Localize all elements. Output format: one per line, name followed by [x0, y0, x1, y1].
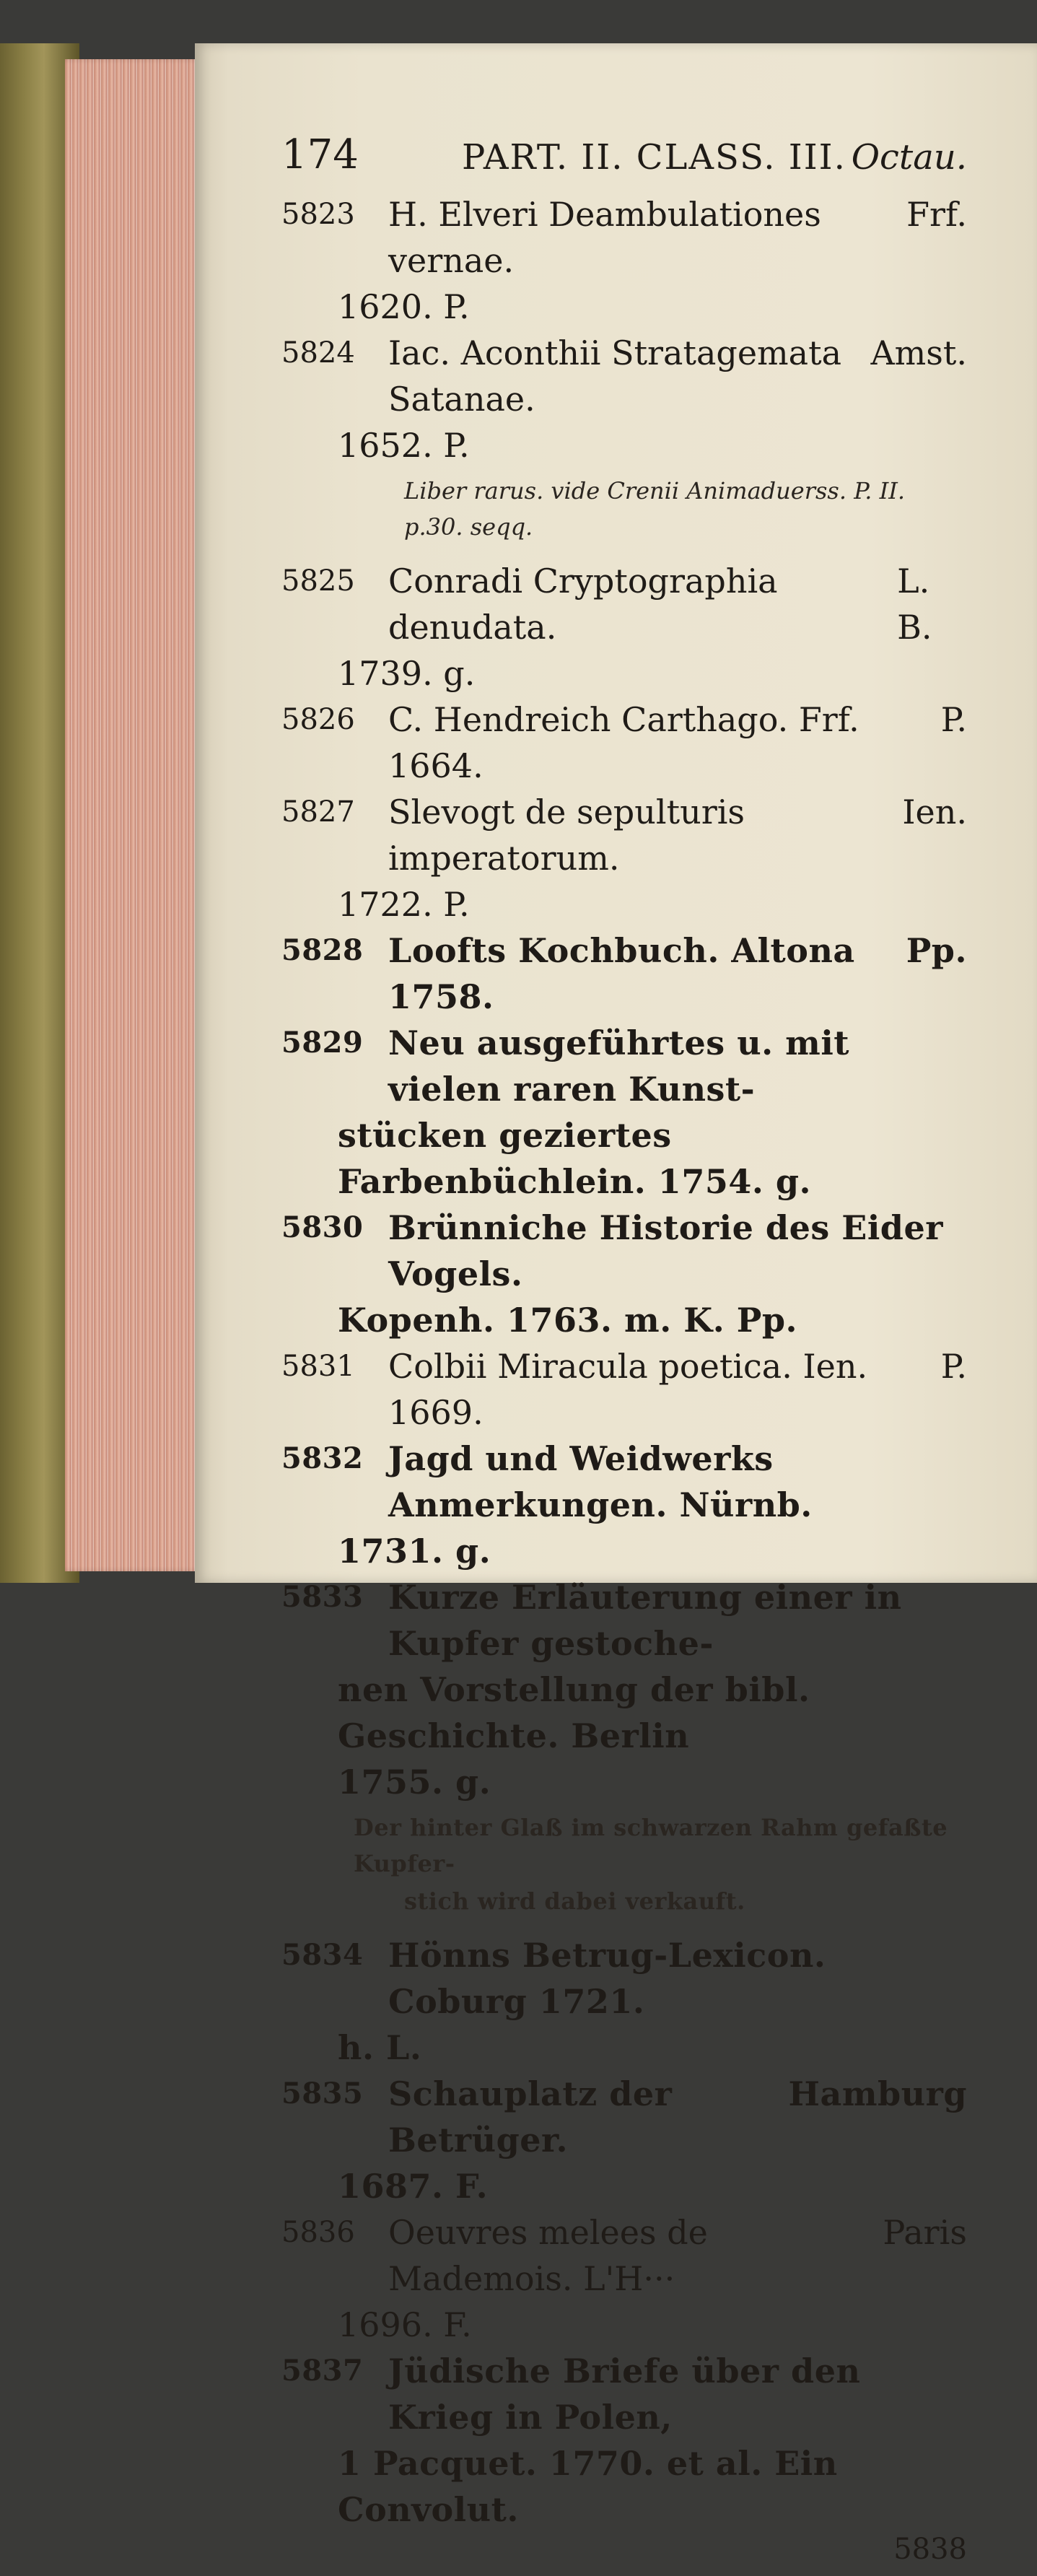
page-header [281, 123, 967, 191]
entry-continuation: nen Vorstellung der bibl. Geschichte. Berlin [338, 1670, 810, 1755]
entry-text: Kurze Erläuterung einer in Kupfer gestoche- [388, 1578, 902, 1663]
entry-text: H. Elveri Deambulationes vernae. [388, 195, 821, 280]
entry-note: Der hinter Glaß im schwarzen Rahm gefaßte Kupfer- [354, 1814, 948, 1877]
catalog-entry [281, 1343, 967, 1436]
entry-number: 5829 [281, 1026, 364, 1060]
catalog-entry [281, 697, 967, 789]
entry-continuation: 1687. F. [338, 2167, 489, 2206]
catalog-entry [281, 789, 967, 927]
entry-text: Jüdische Briefe über den Krieg in Polen, [388, 2352, 861, 2437]
entry-text: Brünniche Historie des Eider Vogels. [388, 1208, 943, 1293]
format-label: Octau. [851, 137, 967, 178]
entry-continuation: 1722. P. [338, 885, 470, 924]
entry-number: 5828 [281, 933, 364, 967]
entry-continuation: 1 Pacquet. 1770. et al. Ein Convolut. [338, 2444, 838, 2529]
entry-number: 5832 [281, 1441, 364, 1475]
entry-continuation: 1755. g. [338, 1763, 491, 1802]
entry-text: Hönns Betrug-Lexicon. Coburg 1721. [388, 1936, 826, 2021]
running-title: PART. II. CLASS. III. [462, 137, 846, 178]
entry-number: 5830 [281, 1210, 364, 1244]
entry-place: Ien. [902, 793, 967, 831]
entry-text: Conradi Cryptographia denudata. [388, 562, 778, 647]
entry-number: 5826 [281, 703, 355, 736]
catalog-entry [281, 330, 967, 545]
entry-number: 5834 [281, 1938, 364, 1972]
entry-number: 5831 [281, 1350, 355, 1383]
catalog-entry [281, 1436, 967, 1574]
catalog-entry [281, 2071, 967, 2209]
entry-number: 5827 [281, 795, 355, 829]
entry-text: Slevogt de sepulturis imperatorum. [388, 793, 745, 878]
entry-place: Frf. [906, 195, 967, 234]
entry-place: Paris [883, 2213, 967, 2252]
entry-text: Loofts Kochbuch. Altona 1758. [388, 931, 855, 1016]
entry-text: Colbii Miracula poetica. Ien. 1669. [388, 1347, 868, 1432]
entry-place: Amst. [870, 333, 967, 372]
entry-text: Jagd und Weidwerks Anmerkungen. Nürnb. [388, 1439, 813, 1524]
catalog-entry [281, 558, 967, 697]
entry-number: 5836 [281, 2216, 355, 2249]
catalog-entry [281, 1020, 967, 1205]
entry-text: C. Hendreich Carthago. Frf. 1664. [388, 700, 859, 785]
entry-number: 5833 [281, 1580, 364, 1614]
entry-continuation: h. L. [338, 2028, 422, 2067]
entry-continuation: 1620. P. [338, 287, 470, 326]
catalog-entry [281, 2348, 967, 2533]
catalog-entry [281, 1574, 967, 1919]
catalog-entry [281, 191, 967, 330]
entry-number: 5823 [281, 198, 355, 231]
entry-continuation: Kopenh. 1763. m. K. Pp. [338, 1301, 798, 1340]
catalog-entry [281, 1205, 967, 1343]
entry-number: 5835 [281, 2077, 364, 2110]
catalog-entry [281, 927, 967, 1020]
page-number: 174 [281, 131, 359, 178]
entry-continuation: 1739. g. [338, 654, 476, 693]
entry-place: P. [940, 1347, 967, 1386]
entry-place: Hamburg [788, 2074, 967, 2113]
entry-continuation: stücken geziertes Farbenbüchlein. 1754. g. [338, 1116, 812, 1201]
page-text [281, 123, 967, 2576]
entry-place: Pp. [906, 931, 967, 970]
entry-place: P. [940, 700, 967, 739]
entry-number: 5824 [281, 336, 355, 370]
entry-place: L. B. [897, 562, 932, 647]
entry-note: stich wird dabei verkauft. [404, 1887, 745, 1915]
entry-continuation: 1696. F. [338, 2305, 472, 2344]
entry-text: Neu ausgeführtes u. mit vielen raren Kunst- [388, 1023, 850, 1109]
catalog-entry [281, 2209, 967, 2348]
entry-number: 5837 [281, 2354, 364, 2388]
catalog-entry [281, 1932, 967, 2071]
page-edges [65, 59, 209, 1571]
entry-continuation: 1652. P. [338, 426, 470, 465]
catchword: 5838 [893, 2533, 967, 2566]
entry-number: 5825 [281, 564, 355, 598]
entry-text: Oeuvres melees de Mademois. L'H··· [388, 2213, 708, 2298]
entry-continuation: 1731. g. [338, 1532, 491, 1571]
entry-note: Liber rarus. vide Crenii Animaduerss. P. II. p.30. seqq. [404, 477, 906, 541]
entry-text: Iac. Aconthii Stratagemata Satanae. [388, 333, 842, 419]
entry-text: Schauplatz der Betrüger. [388, 2074, 673, 2160]
